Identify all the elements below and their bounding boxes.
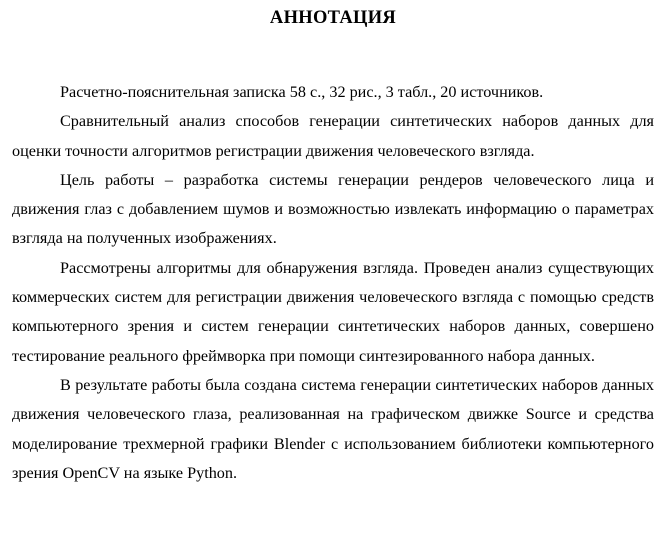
paragraph-methods: Рассмотрены алгоритмы для обнаружения взгляда. Проведен анализ существующих коммерческих систем для регистрации движения человеческого взгляда с помощью средств компьютерного зрения и систем генерации синтетических наборов данных, совершено тестирование реального фреймворка при помощи синтезированного набора данных. <box>12 258 654 365</box>
abstract-body <box>12 78 654 488</box>
page-title: АННОТАЦИЯ <box>269 8 397 28</box>
paragraph-goal: Цель работы – разработка системы генерации рендеров человеческого лица и движения глаз с добавлением шумов и возможностью извлекать информацию о параметрах взгляда на полученных изображениях. <box>12 170 654 248</box>
paragraph-topic: Сравнительный анализ способов генерации синтетических наборов данных для оценки точности алгоритмов регистрации движения человеческого взгляда. <box>12 112 654 160</box>
paragraph-results: В результате работы была создана система генерации синтетических наборов данных движения человеческого глаза, реализованная на графическом движке Source и средства моделирование трехмерной графики Blender с использованием библиотеки компьютерного зрения OpenCV на языке Python. <box>12 375 654 482</box>
paragraph-document-stats: Расчетно-пояснительная записка 58 с., 32 рис., 3 табл., 20 источников. <box>60 83 544 101</box>
